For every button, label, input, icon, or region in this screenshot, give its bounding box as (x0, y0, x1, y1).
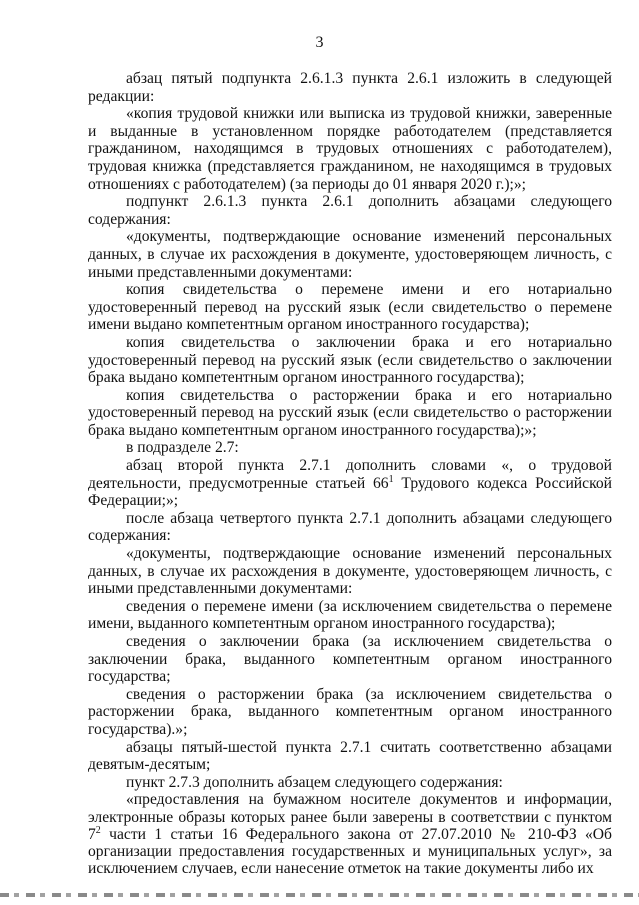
paragraph-9 (88, 457, 612, 510)
paragraph-12: сведения о перемене имени (за исключением свидетельства о перемене имени, выданного компетентным органом иностранного государства); (88, 597, 612, 633)
paragraph-4: «документы, подтверждающие основание изменений персональных данных, в случае их расхождения в документе, удостоверяющем личность, с иными представленными документами: (88, 228, 612, 281)
superscript: 2 (95, 824, 101, 836)
paragraph-9-text-end: Трудового кодекса Российской Федерации;»; (88, 474, 612, 510)
paragraph-10: после абзаца четвертого пункта 2.7.1 дополнить абзацами следующего содержания: (88, 509, 612, 545)
paragraph-15: абзацы пятый-шестой пункта 2.7.1 считать соответственно абзацами девятым-десятым; (88, 738, 612, 774)
paragraph-13: сведения о заключении брака (за исключением свидетельства о заключении брака, выданного компетентным органом иностранного государства; (88, 633, 612, 686)
paragraph-14: сведения о расторжении брака (за исключением свидетельства о расторжении брака, выданного компетентным органом иностранного государства).»; (88, 685, 612, 738)
paragraph-2: «копия трудовой книжки или выписка из трудовой книжки, заверенные и выданные в установленном порядке работодателем (представляется гражданином, находящимся в трудовых отношениях с работодателем), трудовая книжка (представляется гражданином, не находящимся в трудовых отношениях с работодателем) (за периоды до 01 января 2020 г.);»; (88, 105, 612, 193)
paragraph-1: абзац пятый подпункта 2.6.1.3 пункта 2.6.1 изложить в следующей редакции: (88, 70, 612, 105)
superscript: 1 (388, 473, 394, 485)
paragraph-3: подпункт 2.6.1.3 пункта 2.6.1 дополнить абзацами следующего содержания: (88, 193, 612, 228)
paragraph-7: копия свидетельства о расторжении брака и его нотариально удостоверенный перевод на русский язык (если свидетельство о расторжении брака выдано компетентным органом иностранного государства);»; (88, 386, 612, 439)
page-number: 3 (315, 34, 324, 51)
paragraph-6: копия свидетельства о заключении брака и его нотариально удостоверенный перевод на русский язык (если свидетельство о заключении брака выдано компетентным органом иностранного государства); (88, 333, 612, 387)
paragraph-17-text: «предоставления на бумажном носителе документов и информации, электронные образы которых ранее были заверены в соответствии с пунктом 7 (88, 791, 612, 843)
paragraph-17-text-end: части 1 статьи 16 Федерального закона от 27.07.2010 № 210-ФЗ «Об организации предоставления государственных и муниципальных услуг», за исключением случаев, если нанесение отметок на такие документы либо их (88, 825, 612, 878)
paragraph-17 (88, 791, 612, 877)
paragraph-16: пункт 2.7.3 дополнить абзацем следующего содержания: (126, 773, 503, 791)
scan-edge-artifact (0, 893, 639, 897)
paragraph-11: «документы, подтверждающие основание изменений персональных данных, в случае их расхождения в документе, удостоверяющем личность, с иными представленными документами: (88, 545, 612, 598)
document-body (88, 70, 612, 877)
paragraph-8: в подразделе 2.7: (126, 439, 239, 457)
paragraph-5: копия свидетельства о перемене имени и его нотариально удостоверенный перевод на русский язык (если свидетельство о перемене имени выдано компетентным органом иностранного государства); (88, 281, 612, 334)
paragraph-9-text: абзац второй пункта 2.7.1 дополнить словами «, о трудовой деятельности, предусмотренные статьей 66 (88, 457, 612, 492)
